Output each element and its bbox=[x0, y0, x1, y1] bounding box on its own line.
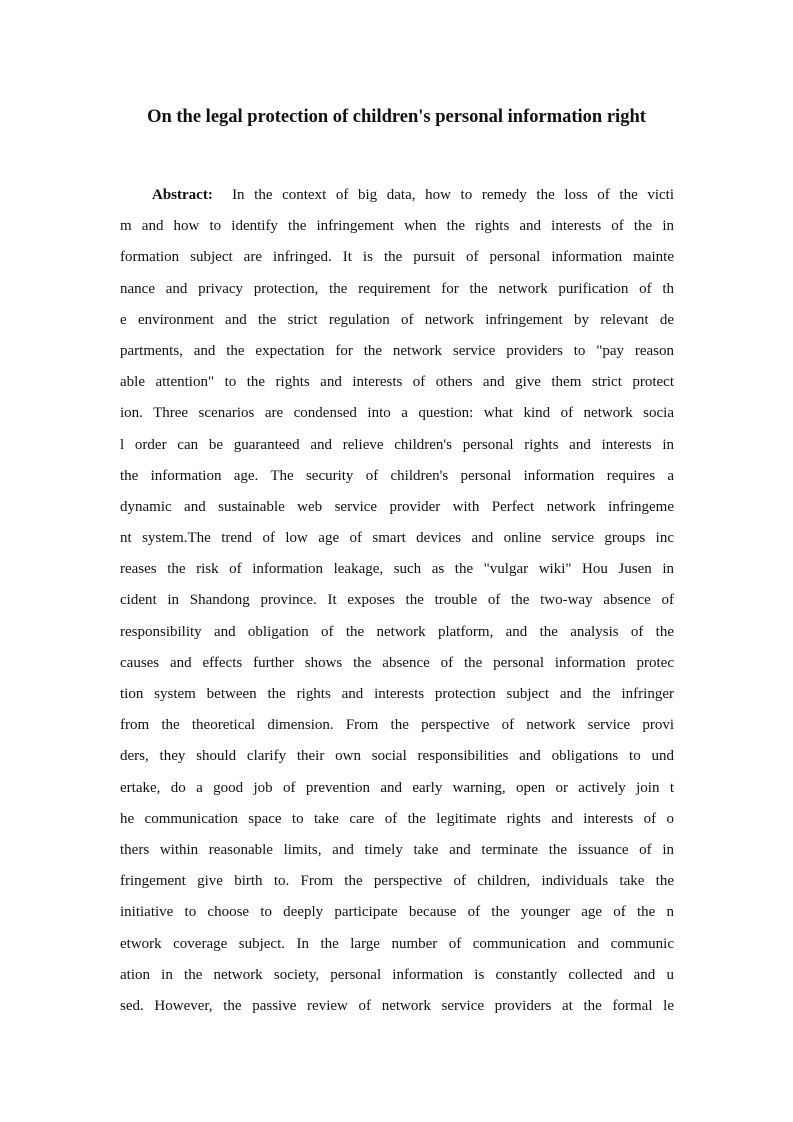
abstract-line: responsibility and obligation of the network platform, and the analysis of the bbox=[120, 623, 674, 640]
abstract-line: able attention" to the rights and interests of others and give them strict protect bbox=[120, 374, 674, 391]
abstract-line bbox=[120, 180, 674, 211]
abstract-line: ders, they should clarify their own social responsibilities and obligations to und bbox=[120, 748, 674, 765]
abstract-line: e environment and the strict regulation of network infringement by relevant de bbox=[120, 311, 674, 328]
abstract-line: partments, and the expectation for the network service providers to "pay reason bbox=[120, 342, 674, 359]
paper-title: On the legal protection of children's personal information right bbox=[147, 107, 646, 127]
abstract-line: ation in the network society, personal information is constantly collected and u bbox=[120, 966, 674, 983]
abstract-line: he communication space to take care of the legitimate rights and interests of o bbox=[120, 810, 674, 827]
abstract-line: ion. Three scenarios are condensed into a question: what kind of network socia bbox=[120, 405, 674, 422]
abstract-line: from the theoretical dimension. From the perspective of network service provi bbox=[120, 717, 674, 734]
abstract-line: nance and privacy protection, the requirement for the network purification of th bbox=[120, 280, 674, 297]
abstract-line: cident in Shandong province. It exposes the trouble of the two-way absence of bbox=[120, 592, 674, 609]
abstract-line: fringement give birth to. From the perspective of children, individuals take the bbox=[120, 873, 674, 890]
abstract-line: l order can be guaranteed and relieve children's personal rights and interests in bbox=[120, 436, 674, 453]
abstract-line: the information age. The security of children's personal information requires a bbox=[120, 467, 674, 484]
abstract-line: formation subject are infringed. It is the pursuit of personal information mainte bbox=[120, 249, 674, 266]
abstract-line: m and how to identify the infringement when the rights and interests of the in bbox=[120, 218, 674, 235]
abstract-line: reases the risk of information leakage, such as the "vulgar wiki" Hou Jusen in bbox=[120, 561, 674, 578]
abstract-line: initiative to choose to deeply participate because of the younger age of the n bbox=[120, 904, 674, 921]
abstract-line: thers within reasonable limits, and timely take and terminate the issuance of in bbox=[120, 841, 674, 858]
abstract-line: tion system between the rights and interests protection subject and the infringer bbox=[120, 686, 674, 702]
abstract-line: sed. However, the passive review of network service providers at the formal le bbox=[120, 997, 674, 1014]
abstract-label: Abstract: bbox=[152, 187, 213, 203]
abstract-body bbox=[120, 180, 674, 1022]
abstract-line: ertake, do a good job of prevention and early warning, open or actively join t bbox=[120, 779, 674, 796]
abstract-line: causes and effects further shows the absence of the personal information protec bbox=[120, 654, 674, 671]
abstract-line-text: In the context of big data, how to remedy the loss of the victi bbox=[232, 187, 674, 203]
abstract-line: nt system.The trend of low age of smart devices and online service groups inc bbox=[120, 530, 674, 547]
abstract-line: etwork coverage subject. In the large number of communication and communic bbox=[120, 935, 674, 952]
abstract-line: dynamic and sustainable web service provider with Perfect network infringeme bbox=[120, 498, 674, 515]
